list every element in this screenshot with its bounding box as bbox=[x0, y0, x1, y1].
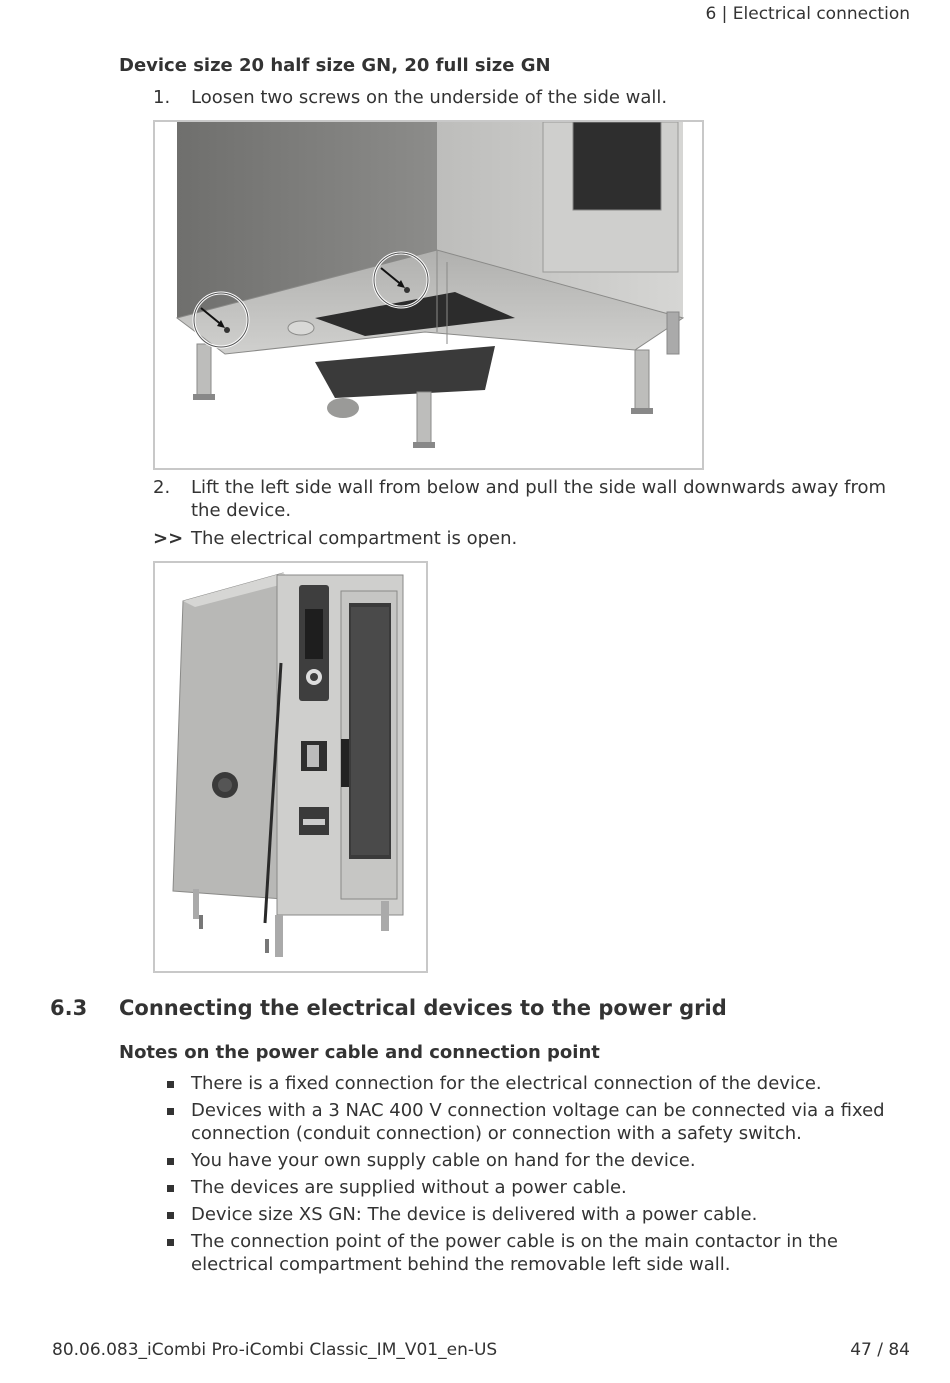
subsection-title: Device size 20 half size GN, 20 full size GN bbox=[119, 55, 551, 76]
running-header: 6 | Electrical connection bbox=[705, 4, 910, 24]
list-item-text: There is a fixed connection for the electrical connection of the device. bbox=[191, 1073, 822, 1094]
list-item bbox=[167, 1230, 907, 1278]
result-marker: >> bbox=[153, 528, 184, 549]
notes-title: Notes on the power cable and connection point bbox=[119, 1042, 600, 1063]
section-title: Connecting the electrical devices to the power grid bbox=[119, 996, 727, 1020]
step-result bbox=[153, 527, 913, 551]
step-text: Loosen two screws on the underside of the side wall. bbox=[191, 87, 668, 108]
list-item-text: Devices with a 3 NAC 400 V connection voltage can be connected via a fixed connection (conduit connection) or connection with a safety switch. bbox=[191, 1100, 885, 1144]
section-number: 6.3 bbox=[50, 996, 88, 1020]
list-item-text: Device size XS GN: The device is delivered with a power cable. bbox=[191, 1204, 758, 1225]
result-text: The electrical compartment is open. bbox=[191, 528, 518, 549]
step-text: Lift the left side wall from below and pull the side wall downwards away from the device. bbox=[191, 477, 887, 521]
illustration-device-underside bbox=[155, 122, 702, 468]
bullet-icon bbox=[167, 1185, 174, 1192]
list-item bbox=[167, 1072, 907, 1096]
figure-device-side-wall-open bbox=[153, 561, 428, 973]
list-item-text: The connection point of the power cable is on the main contactor in the electrical compartment behind the removable left side wall. bbox=[191, 1231, 838, 1275]
bullet-icon bbox=[167, 1158, 174, 1165]
step-1 bbox=[153, 86, 913, 110]
bullet-icon bbox=[167, 1212, 174, 1219]
step-number: 1. bbox=[153, 87, 171, 108]
bullet-icon bbox=[167, 1239, 174, 1246]
list-item bbox=[167, 1176, 907, 1200]
list-item bbox=[167, 1149, 907, 1173]
step-2 bbox=[153, 476, 913, 524]
footer-doc-id: 80.06.083_iCombi Pro-iCombi Classic_IM_V01_en-US bbox=[52, 1340, 498, 1360]
figure-underside-screws bbox=[153, 120, 704, 470]
list-item bbox=[167, 1099, 907, 1147]
illustration-combi-oven bbox=[155, 563, 426, 971]
bullet-icon bbox=[167, 1108, 174, 1115]
list-item bbox=[167, 1203, 907, 1227]
list-item-text: The devices are supplied without a power cable. bbox=[191, 1177, 627, 1198]
footer-page-number: 47 / 84 bbox=[850, 1340, 910, 1360]
bullet-icon bbox=[167, 1081, 174, 1088]
step-number: 2. bbox=[153, 477, 171, 498]
list-item-text: You have your own supply cable on hand for the device. bbox=[191, 1150, 696, 1171]
